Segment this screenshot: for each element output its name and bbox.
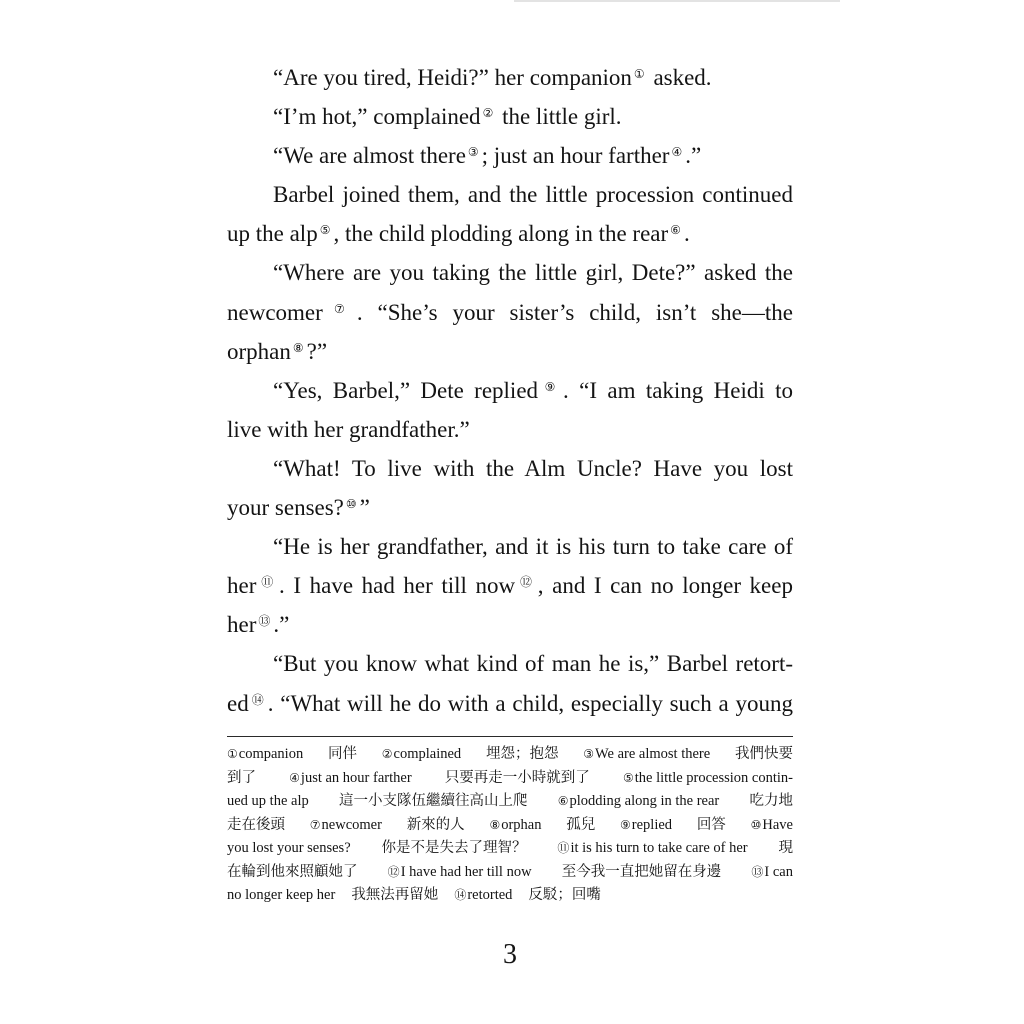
footnote-marker: ⑩: [345, 497, 357, 512]
footnote-term: no longer keep her: [227, 887, 336, 903]
footnote-term: ⑫I have had her till now: [387, 863, 532, 880]
footnote-marker: ④: [671, 145, 683, 160]
paragraph: [227, 644, 793, 722]
footnote-gloss: 吃力地: [749, 793, 793, 809]
footnote-marker: ④: [289, 770, 300, 785]
footnote-line: [227, 743, 793, 767]
text-line: “Are you tired, Heidi?” her companion ① asked.: [273, 65, 712, 90]
footnotes: [227, 743, 793, 908]
footnote-gloss: 埋怨；抱怨: [485, 746, 559, 762]
text-line: up the alp ⑤ , the child plodding along in the rear ⑥ .: [227, 221, 690, 247]
paragraph: [227, 58, 793, 97]
footnote-marker: ⑧: [292, 340, 304, 355]
text-line: “I’m hot,” complained ② the little girl.: [273, 104, 622, 130]
paragraph: [227, 371, 793, 449]
footnote-term: you lost your senses?: [227, 840, 351, 856]
footnote-gloss: 至今我一直把她留在身邊: [561, 863, 722, 880]
footnote-term: ③We are almost there: [583, 746, 711, 762]
text-line: “He is her grandfather, and it is his turn to take care of: [273, 534, 793, 560]
text-line: newcomer ⑦ . “She’s your sister’s child, isn’t she—the: [227, 299, 793, 325]
footnote-gloss: 同伴: [327, 746, 357, 762]
text-line: “What! To live with the Alm Uncle? Have you lost: [273, 455, 793, 481]
footnote-marker: ⑬: [258, 614, 271, 629]
paragraph: [227, 136, 793, 175]
footnote-line: [227, 884, 793, 908]
text-line: her ⑬ .”: [227, 612, 290, 638]
footnote-term: ⑩Have: [750, 816, 793, 833]
text-line: her ⑪ . I have had her till now ⑫ , and I can no longer keep: [227, 573, 793, 599]
footnote-term: ⑪it is his turn to take care of her: [557, 840, 748, 856]
footnote-term: ⑥plodding along in the rear: [557, 793, 720, 809]
footnote-gloss: 我們快要: [734, 746, 793, 762]
text-line: “Where are you taking the little girl, Dete?” asked the: [273, 260, 793, 286]
footnote-gloss: 現: [778, 840, 793, 856]
footnote-gloss: 走在後頭: [227, 816, 285, 833]
footnote-marker: ⑨: [540, 379, 561, 394]
text-line: ed ⑭ . “What will he do with a child, especially such a young: [227, 690, 793, 716]
footnote-marker: ⑥: [670, 223, 681, 238]
footnote-marker: ⑤: [622, 770, 634, 785]
footnote-marker: ①: [633, 67, 645, 81]
text-line: “Yes, Barbel,” Dete replied ⑨ . “I am taking Heidi to: [273, 377, 794, 403]
paragraph: [227, 253, 793, 370]
paragraph: [227, 527, 793, 644]
footnote-marker: ⑪: [557, 841, 570, 855]
scan-edge-shadow: [514, 0, 840, 2]
footnote-marker: ⑥: [557, 794, 569, 808]
text-line: live with her grandfather.”: [227, 416, 470, 442]
footnote-line: [227, 767, 793, 791]
footnote-gloss: 在輪到他來照顧她了: [227, 863, 358, 880]
footnote-gloss: 回答: [696, 816, 726, 833]
body-text: [227, 58, 793, 723]
paragraph: [227, 175, 793, 253]
footnote-gloss: 我無法再留她: [351, 887, 439, 903]
footnote-gloss: 新來的人: [406, 816, 465, 833]
footnote-marker: ②: [482, 106, 494, 121]
text-line: your senses? ⑩ ”: [227, 495, 370, 521]
paragraph: [227, 97, 793, 136]
page-number: 3: [503, 939, 517, 970]
footnote-term: ued up the alp: [227, 793, 309, 809]
footnote-marker: ⑤: [319, 223, 331, 238]
footnote-marker: ③: [583, 747, 595, 761]
footnote-marker: ①: [227, 747, 238, 761]
footnote-term: ①companion: [227, 746, 304, 762]
text-line: “We are almost there ③ ; just an hour farther ④ .”: [273, 143, 702, 169]
footnote-term: ⑧orphan: [489, 816, 542, 833]
footnote-marker: ⑦: [309, 817, 321, 832]
footnote-divider: [227, 736, 793, 737]
footnote-term: ⑦newcomer: [309, 816, 382, 833]
footnote-gloss: 到了: [227, 769, 256, 786]
footnote-marker: ⑬: [751, 864, 764, 879]
footnote-gloss: 你是不是失去了理智？: [381, 840, 527, 856]
footnote-marker: ⑧: [489, 817, 501, 832]
footnote-term: ⑬I can: [751, 863, 793, 880]
footnote-line: [227, 814, 793, 838]
footnote-term: ④just an hour farther: [289, 769, 412, 786]
footnote-marker: ②: [381, 747, 393, 761]
footnote-marker: ⑫: [517, 575, 535, 590]
footnote-marker: ⑨: [620, 817, 631, 832]
footnote-gloss: 反駁；回嘴: [528, 887, 601, 903]
footnote-term: ⑭retorted: [454, 887, 513, 903]
footnote-line: [227, 861, 793, 885]
footnote-marker: ⑫: [387, 864, 400, 879]
footnote-marker: ⑩: [750, 817, 762, 832]
footnote-term: ②complained: [381, 746, 462, 762]
footnote-gloss: 孤兒: [566, 816, 596, 833]
footnote-marker: ⑭: [454, 888, 467, 902]
footnote-marker: ⑦: [324, 301, 354, 316]
text-line: Barbel joined them, and the little procession continued: [273, 182, 793, 208]
text-line: “But you know what kind of man he is,” Barbel retort-: [273, 651, 793, 677]
text-line: orphan ⑧ ?”: [227, 338, 328, 364]
footnote-gloss: 這一小支隊伍繼續往高山上爬: [338, 793, 528, 809]
footnote-marker: ⑪: [258, 575, 277, 590]
footnote-marker: ⑭: [250, 692, 265, 707]
paragraph: [227, 449, 793, 527]
footnote-line: [227, 790, 793, 814]
footnote-marker: ③: [467, 145, 479, 160]
footnote-term: ⑤the little procession contin-: [622, 769, 793, 786]
footnote-term: ⑨replied: [620, 816, 673, 833]
footnote-gloss: 只要再走一小時就到了: [444, 769, 590, 786]
footnote-line: [227, 837, 793, 861]
